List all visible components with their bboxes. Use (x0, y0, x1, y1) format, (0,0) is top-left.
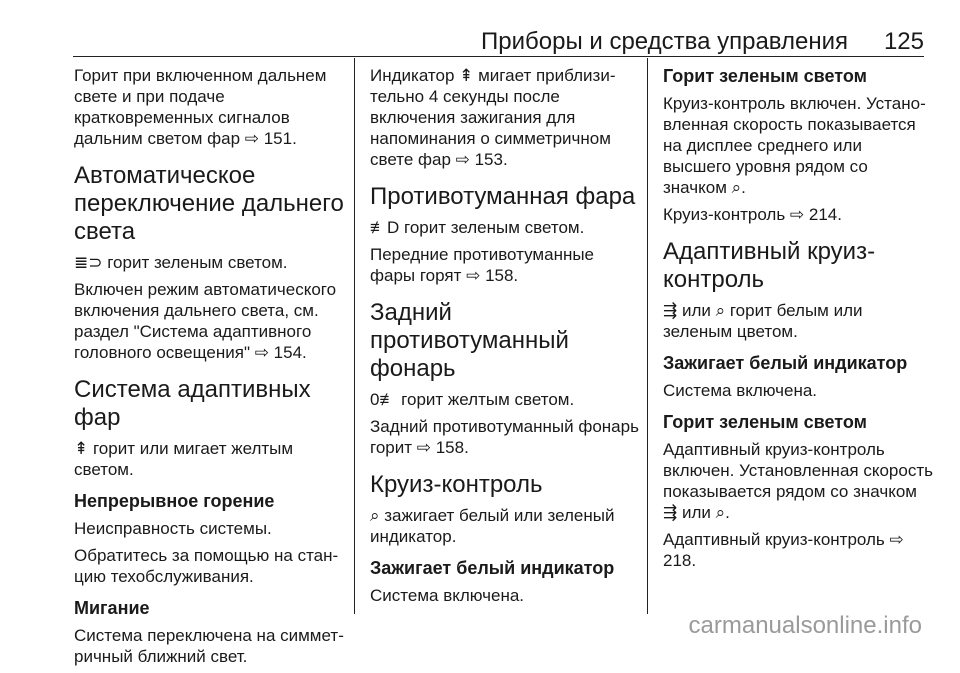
column-right (663, 58, 933, 577)
column-left (74, 58, 344, 673)
auto-high-beam-description: Включен режим автоматического включения дальнего света, см. раздел "Система адаптивного головного освещения" ⇨ 154. (74, 280, 337, 362)
page-header (0, 0, 960, 58)
heading-continuous: Непрерывное горение (74, 491, 275, 511)
heading-rear-fog-lamp: Задний противотуманный фонарь (370, 299, 569, 382)
rear-fog-description: Задний противотуманный фонарь горит ⇨ 158. (370, 417, 639, 457)
cruise-control-text: ⌕ зажигает белый или зеленый индикатор. (370, 506, 615, 546)
continuous-text-2: Обратитесь за помощью на станцию техобслуживания. (74, 546, 339, 586)
watermark: carmanualsonline.info (688, 612, 922, 639)
heading-adaptive-headlights: Система адаптивных фар (74, 376, 311, 431)
fog-lamp-description: Передние противотуманные фары горят ⇨ 158. (370, 245, 595, 285)
adaptive-cruise-reference: Адаптивный круиз-контроль ⇨ 218. (663, 530, 904, 570)
intro-paragraph: Горит при включенном дальнем свете и при подаче кратковременных сигналов дальним светом фар ⇨ 151. (74, 66, 327, 148)
green-light-text: Круиз-контроль включен. Установленная скорость показывается на дисплее среднего или высшего уровня рядом со значком ⌕. (663, 94, 926, 197)
heading-auto-high-beam: Автоматическое переключение дальнего света (74, 162, 344, 245)
column-divider-1 (354, 58, 355, 614)
page-title: Приборы и средства управления (481, 28, 848, 55)
column-middle (370, 58, 640, 612)
heading-adaptive-cruise: Адаптивный круиз-контроль (663, 238, 876, 293)
white-indicator-text-2: Система включена. (663, 381, 818, 400)
adaptive-headlights-text: ⇞ горит или мигает желтым светом. (74, 439, 294, 479)
header-divider (73, 56, 924, 57)
heading-green-light: Горит зеленым светом (663, 66, 867, 86)
fog-lamp-indicator-text: ≢D горит зеленым светом. (370, 218, 585, 237)
cruise-control-reference: Круиз-контроль ⇨ 214. (663, 205, 842, 224)
heading-white-indicator: Зажигает белый индикатор (370, 558, 615, 578)
auto-high-beam-indicator-text: ≣⊃ горит зеленым светом. (74, 253, 288, 272)
green-light-text-2: Адаптивный круиз-контроль включен. Установленная скорость показывается рядом со значком ⇶ или ⌕. (663, 440, 933, 522)
column-divider-2 (647, 58, 648, 614)
heading-blinking: Мигание (74, 598, 150, 618)
heading-fog-lamp: Противотуманная фара (370, 183, 636, 210)
page-number: 125 (883, 28, 924, 55)
blinking-text: Система переключена на симметричный ближний свет. (74, 626, 344, 666)
heading-green-light-2: Горит зеленым светом (663, 412, 867, 432)
white-indicator-text: Система включена. (370, 586, 525, 605)
heading-white-indicator-2: Зажигает белый индикатор (663, 353, 908, 373)
rear-fog-indicator-text: 0≢ горит желтым светом. (370, 390, 575, 409)
continuous-text-1: Неисправность системы. (74, 519, 272, 538)
heading-cruise-control: Круиз-контроль (370, 471, 543, 498)
indicator-paragraph: Индикатор ⇞ мигает приблизительно 4 секунды после включения зажигания для напоминания о симметричном свете фар ⇨ 153. (370, 66, 616, 169)
adaptive-cruise-indicator-text: ⇶ или ⌕ горит белым или зеленым цветом. (663, 301, 863, 341)
